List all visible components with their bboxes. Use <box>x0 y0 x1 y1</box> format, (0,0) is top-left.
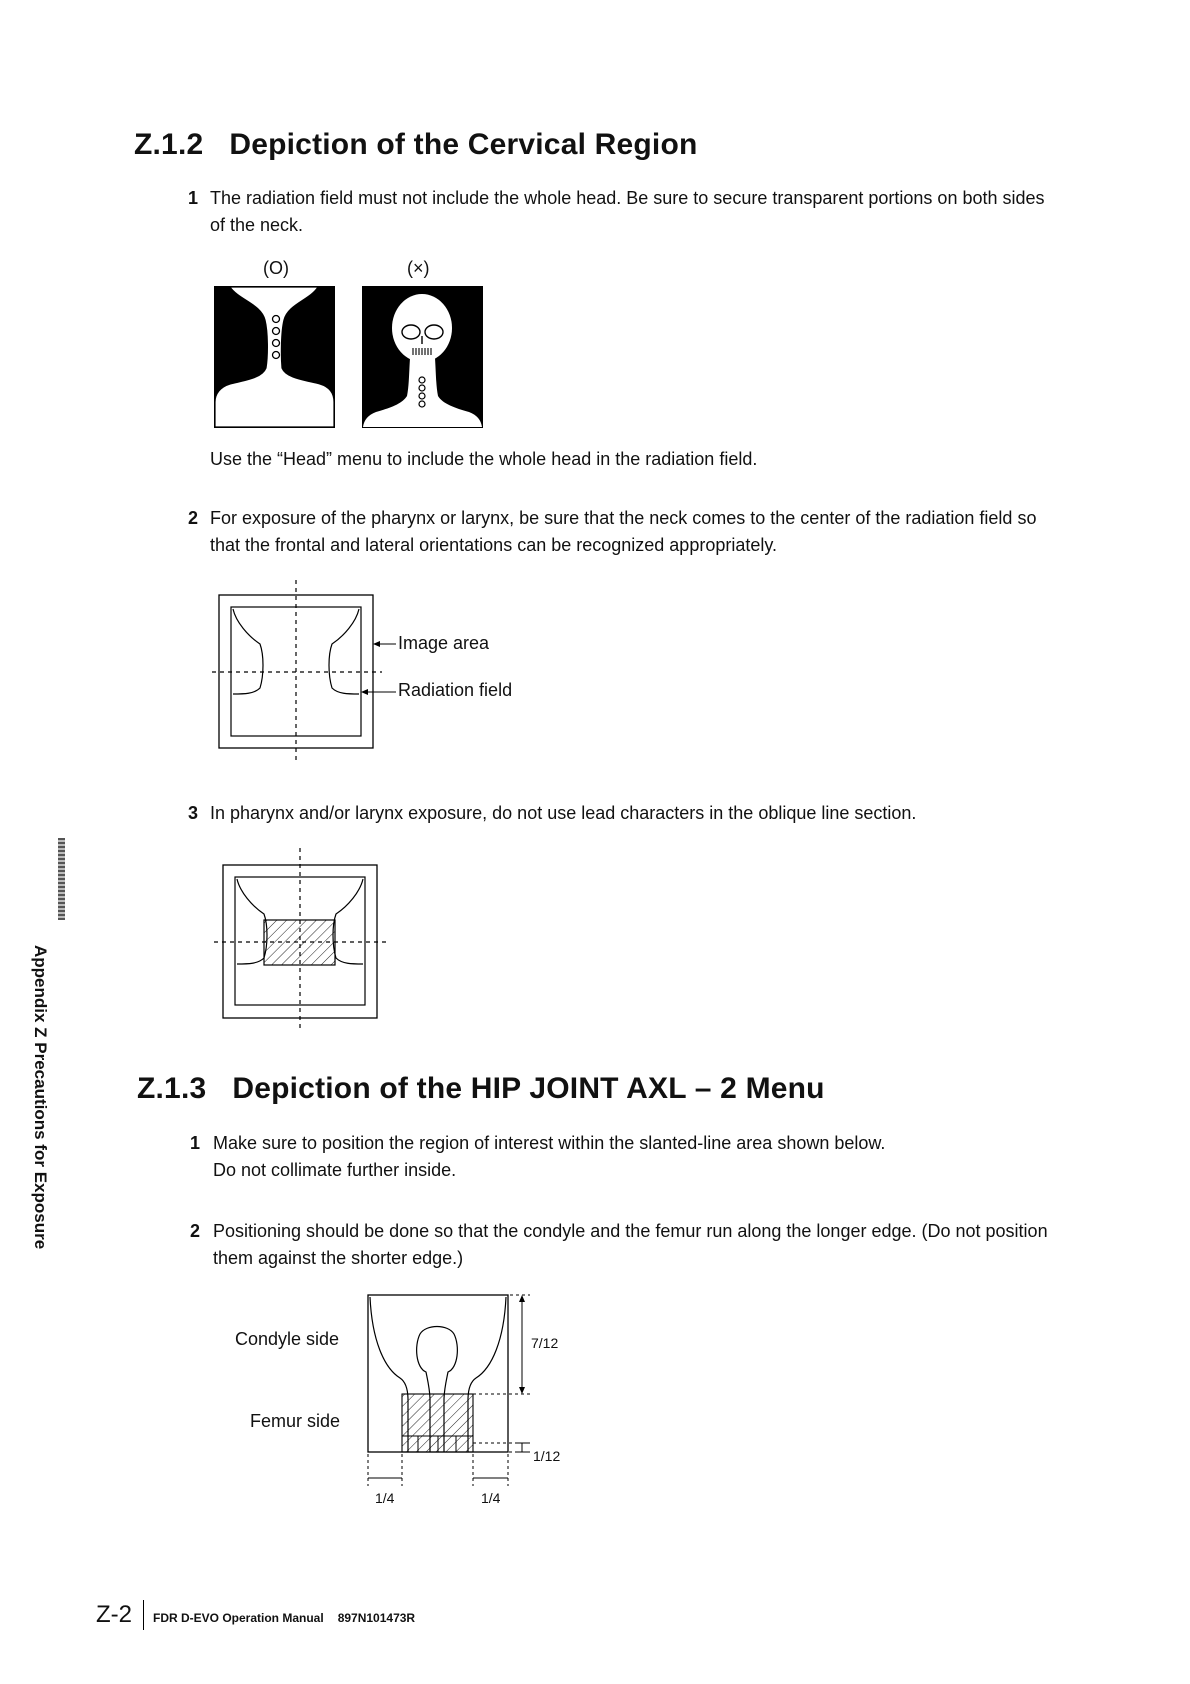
item-line: Make sure to position the region of interest within the slanted-line area shown below. <box>213 1133 886 1153</box>
item-text: In pharynx and/or larynx exposure, do not use lead characters in the oblique line section. <box>210 803 917 823</box>
image-area-label: Image area <box>398 633 490 653</box>
footer-doc-code: 897N101473R <box>337 1611 416 1625</box>
footer-page-number: Z-2 <box>96 1601 132 1628</box>
item-number: 2 <box>190 1221 201 1241</box>
fraction-left: 1/4 <box>375 1490 395 1506</box>
item-number: 1 <box>188 188 199 208</box>
section-title: Depiction of the Cervical Region <box>229 128 698 161</box>
fraction-top: 7/12 <box>531 1335 559 1351</box>
neck-incorrect-figure <box>362 286 484 428</box>
side-tab-label: Appendix Z Precautions for Exposure <box>31 945 50 1250</box>
radiation-field-label: Radiation field <box>398 680 513 700</box>
section-number: Z.1.2 <box>134 128 204 161</box>
side-tab-marker <box>58 838 65 920</box>
section-heading-z13 <box>137 1072 825 1106</box>
item-text: The radiation field must not include the whole head. Be sure to secure transparent portions on both sides of the neck. <box>210 188 1045 235</box>
radiation-field-figure <box>200 580 400 760</box>
footer-manual <box>153 1611 415 1625</box>
condyle-side-label: Condyle side <box>235 1329 340 1349</box>
hip-joint-figure <box>360 1290 540 1490</box>
item-line: Do not collimate further inside. <box>213 1160 457 1180</box>
item-number: 3 <box>188 803 199 823</box>
section-number: Z.1.3 <box>137 1072 207 1105</box>
oblique-line-figure <box>210 848 400 1028</box>
item-number: 1 <box>190 1133 201 1153</box>
item-number: 2 <box>188 508 199 528</box>
section-title: Depiction of the HIP JOINT AXL – 2 Menu <box>232 1072 825 1105</box>
figure-label-ok: (O) <box>263 258 289 278</box>
footer-manual-title: FDR D-EVO Operation Manual <box>153 1611 324 1625</box>
fraction-right: 1/4 <box>481 1490 501 1506</box>
section-heading-z12 <box>134 128 698 162</box>
femur-side-label: Femur side <box>250 1411 341 1431</box>
neck-correct-figure <box>214 286 336 428</box>
footer-divider <box>143 1600 144 1630</box>
figure-label-ng: (×) <box>407 258 430 278</box>
fraction-bottom: 1/12 <box>533 1448 561 1464</box>
item-text: For exposure of the pharynx or larynx, be sure that the neck comes to the center of the radiation field so that the frontal and lateral orientations can be recognized appropriately. <box>210 508 1037 555</box>
note-text: Use the “Head” menu to include the whole head in the radiation field. <box>210 449 758 469</box>
item-text: Positioning should be done so that the condyle and the femur run along the longer edge. (Do not position them against the shorter edge.) <box>213 1221 1048 1268</box>
